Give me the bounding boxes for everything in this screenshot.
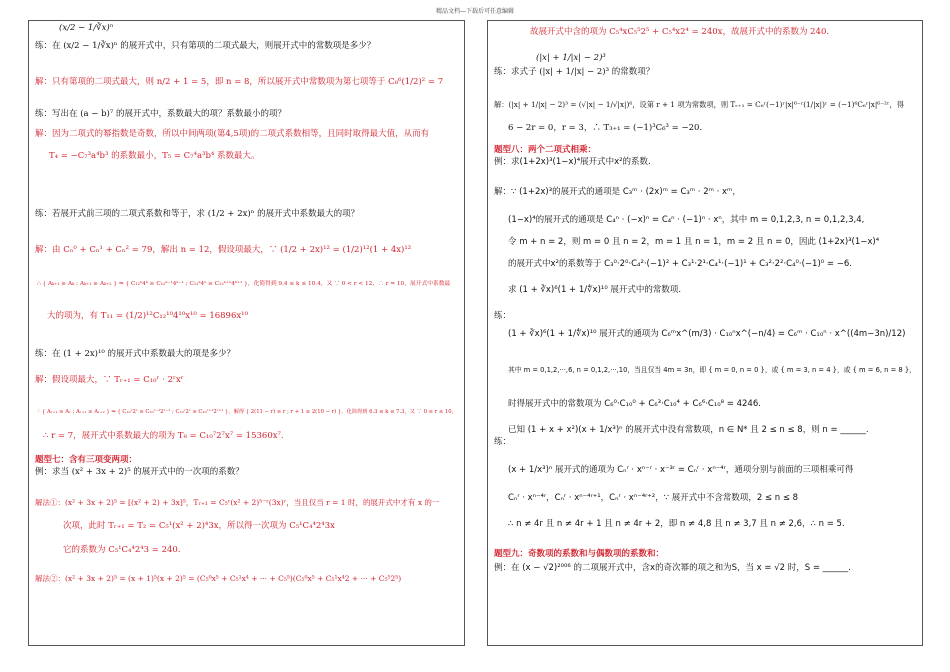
- exercise-label: 练：: [494, 311, 512, 321]
- solution-line: 解法②：(x² + 3x + 2)⁵ = (x + 1)⁵(x + 2)⁵ = (C₅⁰x⁵ + C₅¹x⁴ + ··· + C₅⁵)(C₅⁰x⁵ + C₅¹x⁴2 + ··· + C₅⁵2⁵): [35, 574, 402, 583]
- left-page: [28, 20, 465, 646]
- solution-line: 解：只有第项的二项式最大，则 n/2 + 1 = 5，即 n = 8，所以展开式中常数项为第七项等于 C₈⁶(1/2)² = 7: [35, 77, 444, 87]
- exercise-label: 练：: [494, 437, 512, 447]
- solution-line: ∴ { Aᵣ₊₁ ≥ Aᵣ ; Aᵣ₊₁ ≥ Aᵣ₊₂ } ⇒ { C₁₀ʳ2ʳ ≥ C₁₀ʳ⁻¹2ʳ⁻¹ ; C₁₀ʳ2ʳ ≥ C₁₀ʳ⁺¹2ʳ⁺¹ }，解得 { 2(11 − r) ≥ r ; r + 1 ≥ 2(10 − r) }，化简得到 6.3 ≤ k ≤ 7.3，又 ∵ 0 ≤ r ≤ 10，: [37, 409, 457, 415]
- solution-line: 次项，此时 Tᵣ₊₁ = T₂ = C₅¹(x² + 2)⁴3x，所以得一次项为 C₅¹C₄⁴2⁴3x: [63, 521, 335, 531]
- section-heading: 题型七：含有三项变两项：: [35, 455, 138, 465]
- solution-line: 大的项为，有 T₁₁ = (1/2)¹²C₁₂¹⁰4¹⁰x¹⁰ = 16896x¹⁰: [47, 311, 248, 321]
- solution-line: ∴ { Aₖ₊₁ ≥ Aₖ ; Aₖ₊₁ ≥ Aₖ₊₂ } ⇒ { C₁₂ᵏ4ᵏ ≥ C₁₂ᵏ⁻¹4ᵏ⁻¹ ; C₁₂ᵏ4ᵏ ≥ C₁₂ᵏ⁺¹4ᵏ⁺¹ }，化简得到 9.4 ≤ k ≤ 10.4，又 ∵ 0 < r < 12，∴ r = 10，展开式中系数最: [37, 281, 451, 287]
- example-line: 已知 (1 + x + x²)(x + 1/x³)ⁿ 的展开式中没有常数项，n ∈ N* 且 2 ≤ n ≤ 8，则 n = ______.: [508, 425, 869, 435]
- solution-line: 它的系数为 C₅¹C₄⁴2⁴3 = 240.: [63, 545, 181, 555]
- solution-line: 解：(|x| + 1/|x| − 2)³ = (√|x| − 1/√|x|)⁶，设第 r + 1 项为常数项，则 Tᵣ₊₁ = C₆ʳ(−1)ʳ|x|⁶⁻ʳ(1/|x|)ʳ = (−1)⁶C₆ʳ|x|⁶⁻²ʳ，得: [494, 100, 904, 109]
- exercise-line: 练：若展开式前三项的二项式系数和等于，求 (1/2 + 2x)ⁿ 的展开式中系数最大的项？: [35, 209, 360, 219]
- example-line: 求 (1 + ∛x)⁶(1 + 1/∜x)¹⁰ 展开式中的常数项.: [508, 285, 682, 295]
- section-heading: 题型八：两个二项式相乘：: [494, 145, 597, 155]
- solution-line: 故展开式中含的项为 C₅⁴xC₅⁵2⁵ + C₅⁴x2⁴ = 240x，故展开式中的系数为 240.: [530, 27, 830, 37]
- formula-line: (|x| + 1/|x| − 2)³: [536, 53, 606, 63]
- example-line: 例：在 (x − √2)²⁰⁰⁶ 的二项展开式中，含x的奇次幂的项之和为S，当 x = √2 时，S = ______.: [494, 563, 851, 573]
- solution-line: 其中 m = 0,1,2,···,6, n = 0,1,2,···,10，当且仅当 4m = 3n，即 { m = 0, n = 0 }，或 { m = 3, n = 4 }，或 { m = 6, n = 8 }，: [508, 366, 916, 374]
- solution-line: 解：∵ (1+2x)³的展开式的通项是 C₃ᵐ · (2x)ᵐ = C₃ᵐ · 2ᵐ · xᵐ，: [494, 187, 741, 197]
- exercise-line: 练：写出在 (a − b)⁷ 的展开式中，系数最大的项？系数最小的项？: [35, 109, 286, 119]
- solution-line: ∴ n ≠ 4r 且 n ≠ 4r + 1 且 n ≠ 4r + 2，即 n ≠ 4,8 且 n ≠ 3,7 且 n ≠ 2,6，∴ n = 5.: [508, 519, 845, 529]
- solution-line: 解：假设项最大，∵ Tᵣ₊₁ = C₁₀ʳ · 2ʳxʳ: [35, 375, 184, 385]
- exercise-line: 练：在 (1 + 2x)¹⁰ 的展开式中系数最大的项是多少？: [35, 349, 235, 359]
- example-line: 例：求(1+2x)³(1−x)⁴展开式中x²的系数.: [494, 157, 651, 167]
- solution-line: (x + 1/x³)ⁿ 展开式的通项为 Cₙʳ · xⁿ⁻ʳ · x⁻³ʳ = Cₙʳ · xⁿ⁻⁴ʳ，通项分别与前面的三项相乘可得: [508, 465, 854, 475]
- solution-line: 解法①：(x² + 3x + 2)⁵ = [(x² + 2) + 3x]⁵，Tᵣ₊₁ = C₅ʳ(x² + 2)⁵⁻ʳ(3x)ʳ，当且仅当 r = 1 时，的展开式中才有 x 的一: [35, 498, 440, 507]
- solution-line: (1 + ∛x)⁶(1 + 1/∜x)¹⁰ 展开式的通项为 C₆ᵐx^(m/3) · C₁₀ⁿx^(−n/4) = C₆ᵐ · C₁₀ⁿ · x^((4m−3n)/12): [508, 329, 906, 339]
- section-heading: 题型九：奇数项的系数和与偶数项的系数和：: [494, 549, 665, 559]
- solution-line: 解：由 Cₙ⁰ + Cₙ¹ + Cₙ² = 79，解出 n = 12，假设项最大，∵ (1/2 + 2x)¹² = (1/2)¹²(1 + 4x)¹²: [35, 245, 412, 255]
- solution-line: (1−x)⁴的展开式的通项是 C₄ⁿ · (−x)ⁿ = C₄ⁿ · (−1)ⁿ · xⁿ，其中 m = 0,1,2,3, n = 0,1,2,3,4,: [508, 215, 865, 225]
- solution-line: 解：因为二项式的幂指数是奇数，所以中间两项(第4,5项)的二项式系数相等，且同时取得最大值，从而有: [35, 129, 430, 139]
- right-page: [487, 20, 923, 646]
- solution-line: 令 m + n = 2，则 m = 0 且 n = 2，m = 1 且 n = 1，m = 2 且 n = 0，因此 (1+2x)³(1−x)⁴: [508, 237, 880, 247]
- solution-line: 时得展开式中的常数项为 C₆⁰·C₁₀⁰ + C₆³·C₁₀⁴ + C₆⁶·C₁₀⁸ = 4246.: [508, 399, 761, 409]
- example-line: 例：求当 (x² + 3x + 2)⁵ 的展开式中的一次项的系数？: [35, 467, 244, 477]
- page-header-note: 精品文档—下载后可任意编辑: [435, 8, 514, 15]
- formula-line: (x/2 − 1/∛x)ⁿ: [59, 23, 114, 33]
- solution-line: Cₙʳ · xⁿ⁻⁴ʳ，Cₙʳ · xⁿ⁻⁴ʳ⁺¹，Cₙʳ · xⁿ⁻⁴ʳ⁺²，∵ 展开式中不含常数项，2 ≤ n ≤ 8: [508, 493, 799, 503]
- solution-line: T₄ = −C₇³a⁴b³ 的系数最小，T₅ = C₇⁴a³b⁴ 系数最大。: [49, 151, 260, 161]
- exercise-line: 练：在 (x/2 − 1/∛x)ⁿ 的展开式中，只有第项的二项式最大，则展开式中的常数项是多少？: [35, 41, 376, 51]
- exercise-line: 练：求式子 (|x| + 1/|x| − 2)³ 的常数项？: [494, 67, 655, 77]
- solution-line: ∴ r = 7，展开式中系数最大的项为 T₈ = C₁₀⁷2⁷x⁷ = 15360x⁷.: [43, 431, 284, 441]
- solution-line: 的展开式中x²的系数等于 C₃⁰·2⁰·C₄²·(−1)² + C₃¹·2¹·C₄¹·(−1)¹ + C₃²·2²·C₄⁰·(−1)⁰ = −6.: [508, 259, 852, 269]
- solution-line: 6 − 2r = 0，r = 3，∴ T₃₊₁ = (−1)³C₆³ = −20.: [508, 123, 703, 133]
